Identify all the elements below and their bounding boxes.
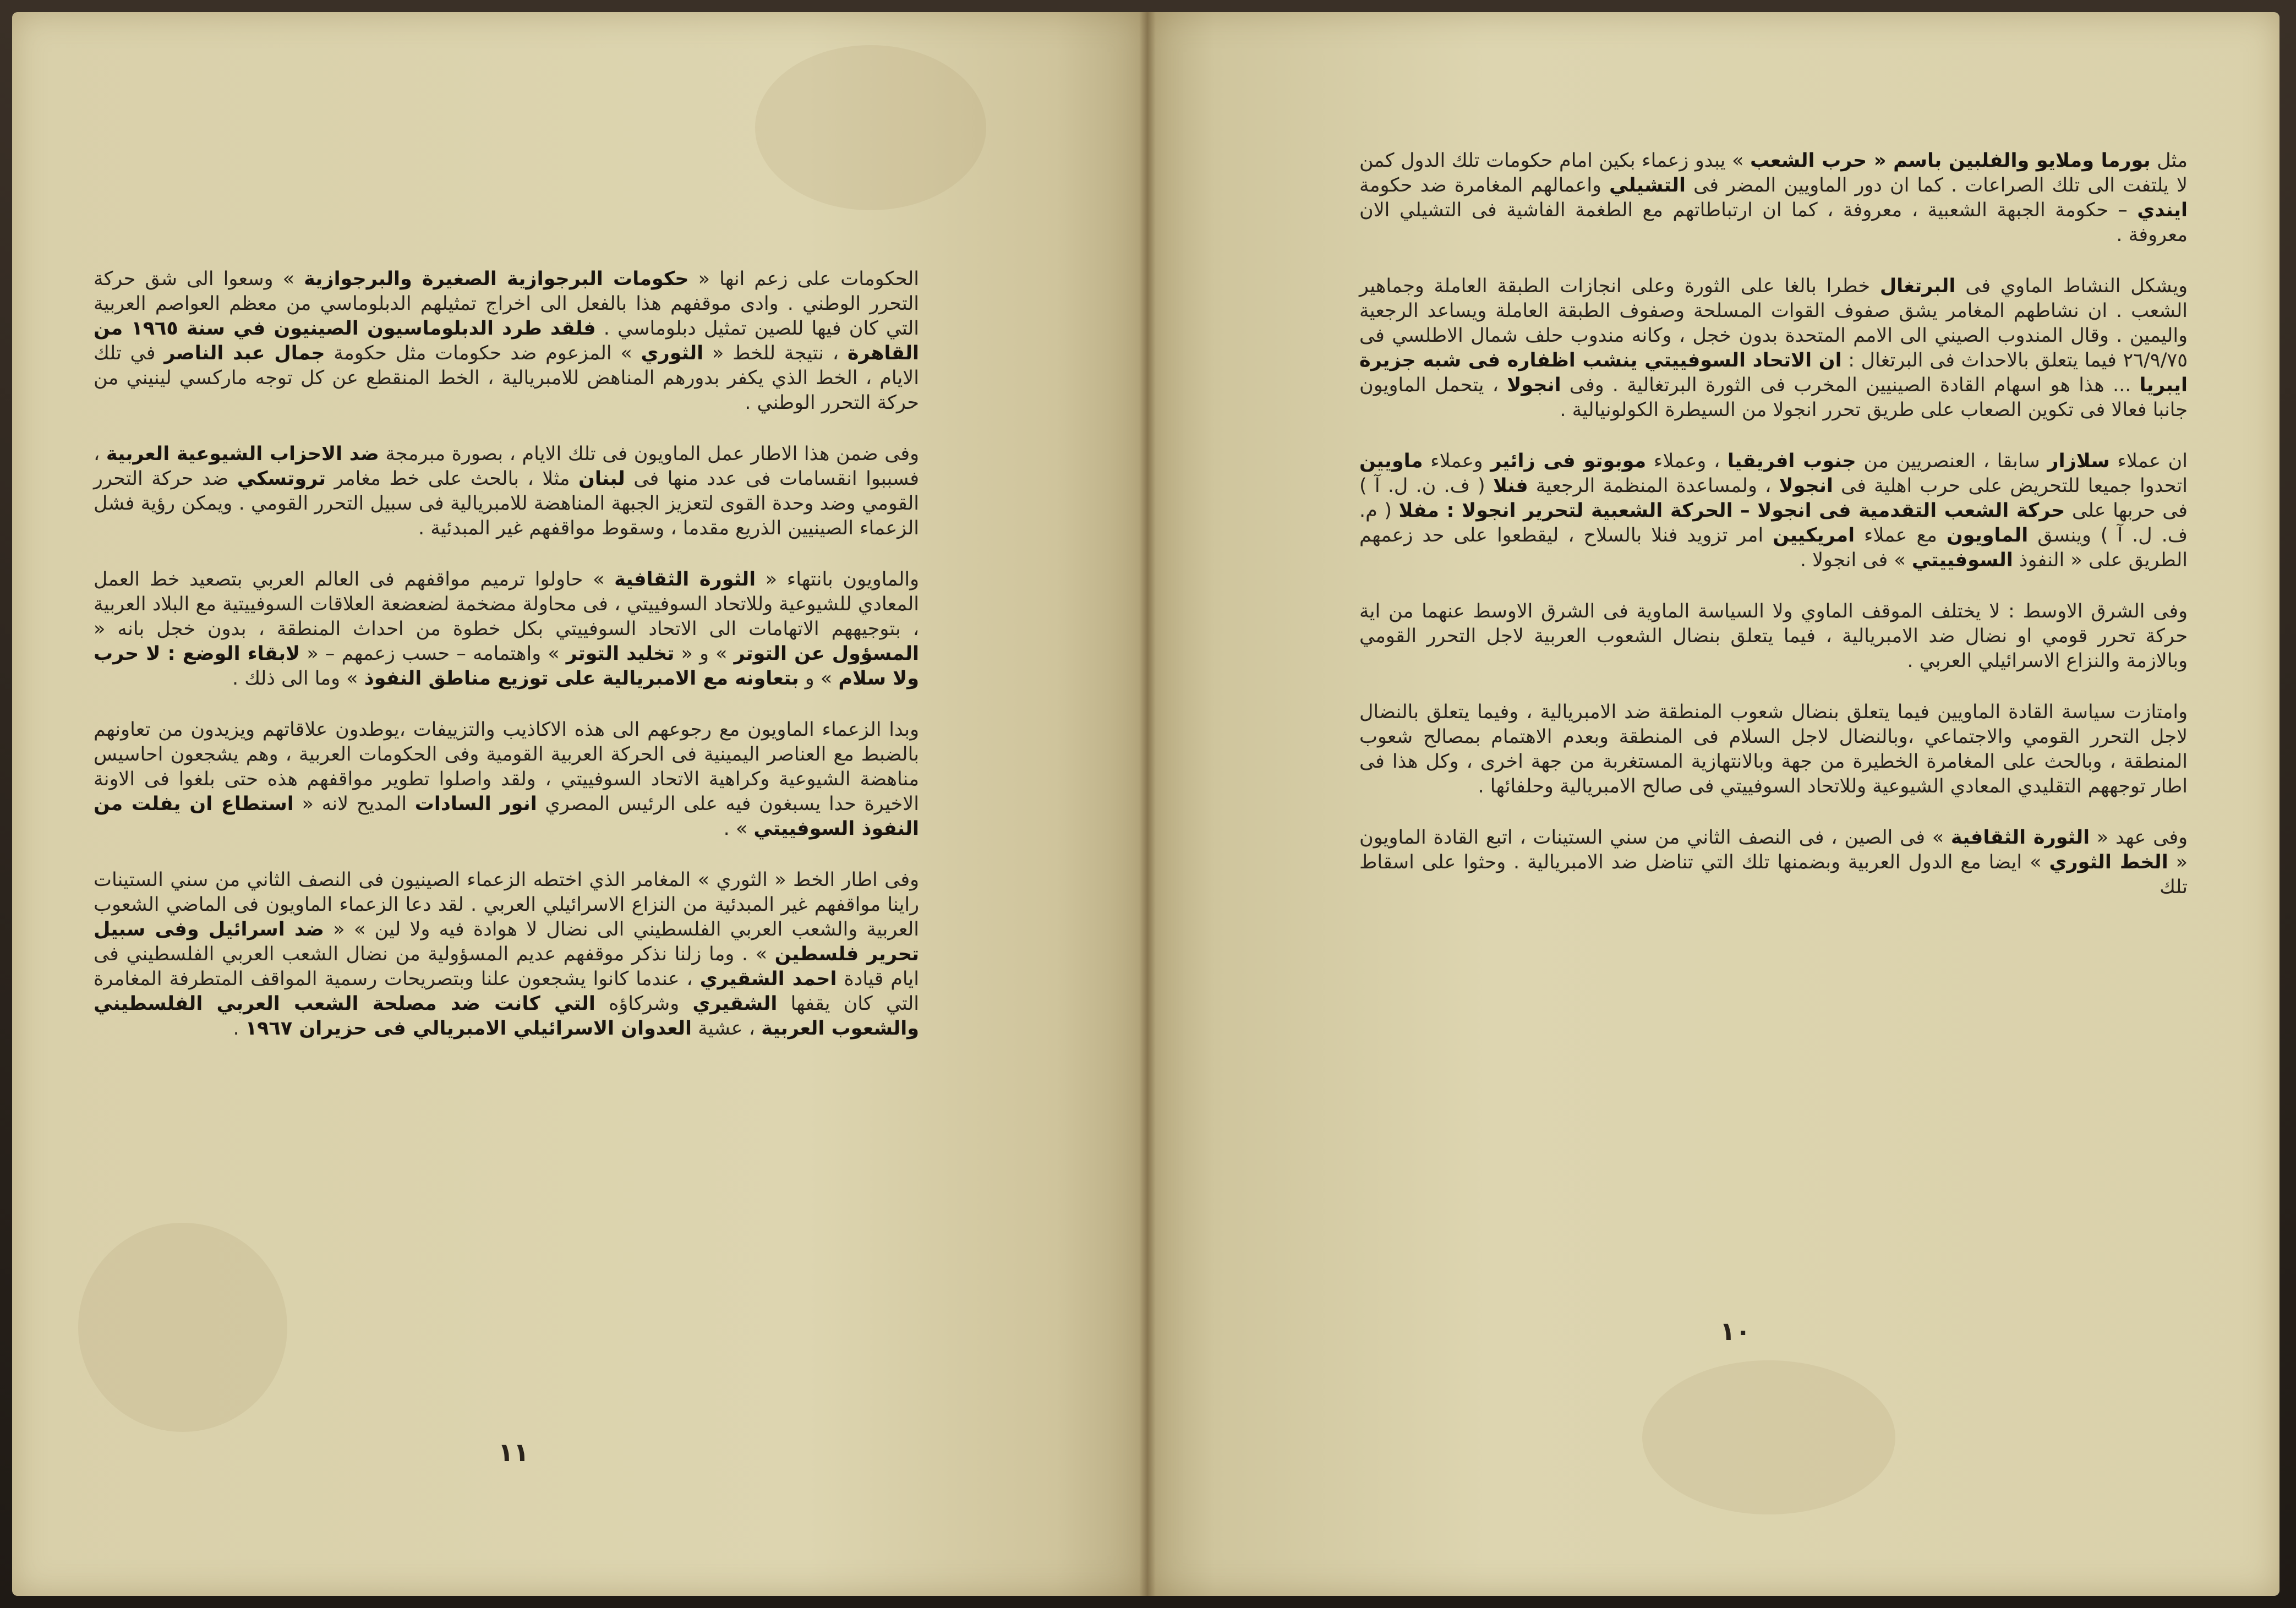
text-segment: المديح لانه «: [293, 793, 415, 815]
bold-text-segment: لابقاء الوضع : لا حرب ولا سلام: [94, 643, 919, 690]
text-segment: ، ولمساعدة المنظمة الرجعية: [1528, 475, 1779, 497]
text-segment: مع عملاء: [1855, 524, 1947, 546]
bold-text-segment: جنوب افريقيا: [1727, 450, 1856, 472]
paragraph: [94, 442, 919, 541]
bold-text-segment: حكومات البرجوازية الصغيرة والبرجوازية: [304, 268, 689, 290]
bold-text-segment: بورما وملايو والفلبين باسم « حرب الشعب: [1750, 150, 2151, 172]
text-segment: » و: [799, 668, 839, 690]
bold-text-segment: فلقد طرد الدبلوماسيون الصينيون في سنة ١٩٦٥ من القاهرة: [94, 318, 919, 364]
bold-text-segment: العدوان الاسرائيلي الامبريالي فى حزيران ١٩٦٧: [245, 1018, 692, 1040]
bold-text-segment: السوفييتي: [1911, 549, 2013, 571]
text-segment: سابقا ، العنصريين من: [1856, 450, 2048, 472]
text-segment: خطرا بالغا على الثورة وعلى انجازات الطبقة العاملة وجماهير الشعب . ان نشاطهم المغامر يشق صفوف القوات المسلحة وصفوف الطبقة العاملة ويساعد الرجعية واليمين . وقال المندوب الصيني الى الامم المتحدة بدون خجل ، وكانه مندوب حلف شمال الاطلسي فى ٢٦/٩/٧٥ فيما يتعلق بالاحداث فى البرتغال :: [1359, 275, 2188, 371]
bold-text-segment: انور السادات: [414, 793, 537, 815]
text-segment: اتحدوا جميعا للتحريض على حرب اهلية فى: [1833, 475, 2188, 497]
text-segment: » . وما زلنا نذكر موقفهم عديم المسؤولية من نضال الشعب العربي الفلسطيني فى ايام قيادة: [94, 943, 920, 990]
right-page-text: [1359, 149, 2188, 926]
text-segment: مثل: [2150, 150, 2188, 172]
bold-text-segment: البرتغال: [1879, 275, 1956, 297]
text-segment: الحكومات على زعم انها «: [688, 268, 919, 290]
text-segment: وامتازت سياسة القادة الماويين فيما يتعلق بنضال شعوب المنطقة ضد الامبريالية ، وفيما يتعلق بالنضال لاجل التحرر القومي والاجتماعي ،وبالنضال لاجل السلام فى المنطقة وبعدم الاهتمام بمصالح شعوب المنطقة ، وبالحث على المغامرة الخطيرة من جهة وبالانتهازية المستغربة من جهة اخرى ، وكل هذا فى اطار توجههم التقليدي المعادي الشيوعية وللاتحاد السوفييتي فى صالح الامبريالية وحلفائها .: [1359, 701, 2188, 797]
text-segment: ( م. ف. ل. آ ) وينسق: [1359, 500, 2188, 546]
text-segment: ضد حركة التحرر القومي وضد وحدة القوى لتعزيز الجبهة المناهضة للامبريالية فى سبيل التحرر القومي . ويمكن رؤية فشل الزعماء الصينيين الذريع مقدما ، وسقوط مواقفهم غير المبدئية .: [94, 468, 919, 539]
bold-text-segment: لبنان: [578, 468, 625, 490]
bold-text-segment: تروتسكي: [237, 468, 326, 490]
text-segment: » المزعوم ضد حكومات مثل حكومة: [325, 342, 641, 364]
text-segment: » .: [723, 818, 754, 840]
text-segment: .: [233, 1018, 245, 1040]
text-segment: ( ف. ن. ل. آ ) فى حربها على: [1359, 475, 2188, 522]
bold-text-segment: موبوتو فى زائير: [1490, 450, 1647, 472]
paper-stain: [1642, 1360, 1895, 1514]
paragraph: [1359, 825, 2188, 900]
bold-text-segment: المسؤول عن التوتر: [734, 643, 920, 665]
text-segment: » يبدو زعماء بكين امام حكومات تلك الدول كمن لا يلتفت الى تلك الصراعات . كما ان دور الماويين المضر فى: [1359, 150, 2188, 196]
text-segment: وشركاؤه: [595, 993, 693, 1015]
text-segment: ، يتحمل الماويون جانبا فعالا فى تكوين الصعاب على طريق تحرر انجولا من السيطرة الكولونيالية .: [1359, 374, 2188, 421]
bold-text-segment: انجولا: [1507, 374, 1561, 396]
paragraph: [94, 868, 919, 1041]
text-segment: وفى اطار الخط « الثوري » المغامر الذي اختطه الزعماء الصينيون فى النصف الثاني من سني الستينات راينا مواقفهم غير المبدئية من النزاع الاسرائيلي العربي . لقد دعا الزعماء الماويون فى الماضي الشعوب العربية والشعب العربي الفلسطيني الى نضال لا هوادة فيه ولا لين » «: [94, 869, 920, 940]
text-segment: ، فسببوا انقسامات فى عدد منها فى: [94, 443, 919, 490]
paper-stain: [78, 1223, 287, 1432]
text-segment: ويشكل النشاط الماوي فى: [1955, 275, 2188, 297]
bold-text-segment: فنلا: [1493, 475, 1528, 497]
paragraph: [1359, 274, 2188, 423]
paper-stain: [755, 45, 986, 210]
text-segment: » واهتمامه – حسب زعمهم – «: [300, 643, 566, 665]
text-segment: ، وعملاء: [1646, 450, 1728, 472]
bold-text-segment: سلازار: [2047, 450, 2110, 472]
text-segment: مثلا ، بالحث على خط مغامر: [326, 468, 579, 490]
bold-text-segment: ماويين: [1359, 450, 1423, 472]
text-segment: » وسعوا الى شق حركة التحرر الوطني . وادى موقفهم هذا بالفعل الى اخراج تمثيلهم الدبلوماسي من معظم العواصم العربية التي كان فيها للصين تمثيل دبلوماسي .: [94, 268, 919, 340]
text-segment: » ايضا مع الدول العربية وبضمنها تلك التي تناضل ضد الامبريالية . وحثوا على اسقاط تلك: [1359, 851, 2188, 898]
bold-text-segment: التي كانت ضد مصلحة الشعب العربي الفلسطيني والشعوب العربية: [94, 993, 919, 1040]
text-segment: وبدا الزعماء الماويون مع رجوعهم الى هذه الاكاذيب والتزييفات ،يوطدون علاقاتهم ويزيدون من تعاونهم بالضبط مع العناصر اليمينية فى الحركة العربية القومية وفى الحكومات العربية ، وهم يشجعون احاسيس مناهضة الشيوعية وكراهية الاتحاد السوفييتي ، ولقد واصلوا تطوير مواقفهم هذه حتى بلغوا فى الاونة الاخيرة حدا يسبغون فيه على الرئيس المصري: [94, 719, 919, 815]
text-segment: وفى الشرق الاوسط : لا يختلف الموقف الماوي ولا السياسة الماوية فى الشرق الاوسط عنهما من اية حركة تحرر قومي او نضال ضد الامبريالية ، فيما يتعلق بنضال الشعوب العربية لاجل التحرر القومي وبالازمة والنزاع الاسرائيلي العربي .: [1359, 600, 2188, 672]
bold-text-segment: الثورة الثقافية: [614, 568, 756, 590]
text-segment: ... هذا هو اسهام القادة الصينيين المخرب فى الثورة البرتغالية . وفى: [1561, 374, 2140, 396]
paragraph: [1359, 700, 2188, 799]
bold-text-segment: امريكيين: [1773, 524, 1855, 546]
book-gutter: [1139, 12, 1156, 1596]
bold-text-segment: استطاع ان يفلت من النفوذ السوفييتي: [94, 793, 919, 840]
bold-text-segment: جمال عبد الناصر: [164, 342, 325, 364]
paragraph: [1359, 599, 2188, 674]
bold-text-segment: ان الاتحاد السوفييتي ينشب اظفاره فى شبه جزيرة ايبريا: [1359, 349, 2188, 396]
text-segment: » فى انجولا .: [1800, 549, 1912, 571]
text-segment: واعمالهم المغامرة ضد حكومة: [1359, 174, 1609, 196]
right-page-number: ١٠: [1720, 1316, 1751, 1346]
text-segment: وعملاء: [1423, 450, 1491, 472]
text-segment: ، عندما كانوا يشجعون علنا وبتصريحات رسمية المواقف المتطرفة المغامرة التي كان يقفها: [94, 968, 919, 1015]
text-segment: » فى الصين ، فى النصف الثاني من سني الستينات ، اتبع القادة الماويون «: [1359, 827, 2188, 873]
text-segment: ان عملاء: [2109, 450, 2188, 472]
text-segment: ، نتيجة للخط «: [703, 342, 848, 364]
bold-text-segment: احمد الشقيري: [699, 968, 837, 990]
text-segment: » وما الى ذلك .: [232, 668, 364, 690]
text-segment: ، عشية: [692, 1018, 762, 1040]
left-page-text: [94, 267, 919, 1068]
bold-text-segment: التشيلي: [1609, 174, 1686, 196]
bold-text-segment: تخليد التوتر: [566, 643, 675, 665]
paragraph: [94, 567, 919, 691]
bold-text-segment: حركة الشعب التقدمية فى انجولا – الحركة الشعبية لتحرير انجولا : مفلا: [1398, 500, 2065, 522]
bold-text-segment: الخط الثوري: [2049, 851, 2168, 873]
text-segment: وفى عهد «: [2090, 827, 2188, 849]
text-segment: في تلك الايام ، الخط الذي يكفر بدورهم المناهض للامبريالية ، الخط المنقطع عن كل توجه ماركسي لينيني من حركة التحرر الوطني .: [94, 342, 919, 414]
bold-text-segment: ضد الاحزاب الشيوعية العربية: [106, 443, 379, 465]
left-page-number: ١١: [498, 1437, 529, 1467]
paragraph: [1359, 149, 2188, 248]
text-segment: امر تزويد فنلا بالسلاح ، ليقطعوا على حد زعمهم الطريق على « النفوذ: [1359, 524, 2188, 571]
bold-text-segment: ضد اسرائيل وفى سبيل تحرير فلسطين: [94, 918, 919, 965]
bold-text-segment: الثورة الثقافية: [1950, 827, 2090, 849]
bold-text-segment: الشقيري: [692, 993, 778, 1015]
paragraph: [1359, 449, 2188, 573]
text-segment: – حكومة الجبهة الشعبية ، معروفة ، كما ان ارتباطاتهم مع الطغمة الفاشية فى التشيلي الان معروفة .: [1359, 199, 2188, 246]
bold-text-segment: الثوري: [641, 342, 704, 364]
bold-text-segment: انجولا: [1779, 475, 1833, 497]
text-segment: والماويون بانتهاء «: [756, 568, 919, 590]
bold-text-segment: بتعاونه مع الامبريالية على توزيع مناطق النفوذ: [364, 668, 799, 690]
bold-text-segment: ايندي: [2137, 199, 2188, 221]
paragraph: [94, 267, 919, 415]
bold-text-segment: الماويون: [1946, 524, 2029, 546]
text-segment: » و «: [674, 643, 734, 665]
text-segment: » حاولوا ترميم مواقفهم فى العالم العربي بتصعيد خط العمل المعادي للشيوعية وللاتحاد السوفييتي ، فى محاولة مضخمة لضعضعة العلاقات السوفييتية مع البلاد العربية ، بتوجيههم الاتهامات الى الاتحاد السوفييتي بكل خطوة من احداث المنطقة ، بدون خجل بانه «: [94, 568, 919, 640]
text-segment: وفى ضمن هذا الاطار عمل الماويون فى تلك الايام ، بصورة مبرمجة: [379, 443, 920, 465]
paragraph: [94, 718, 919, 841]
